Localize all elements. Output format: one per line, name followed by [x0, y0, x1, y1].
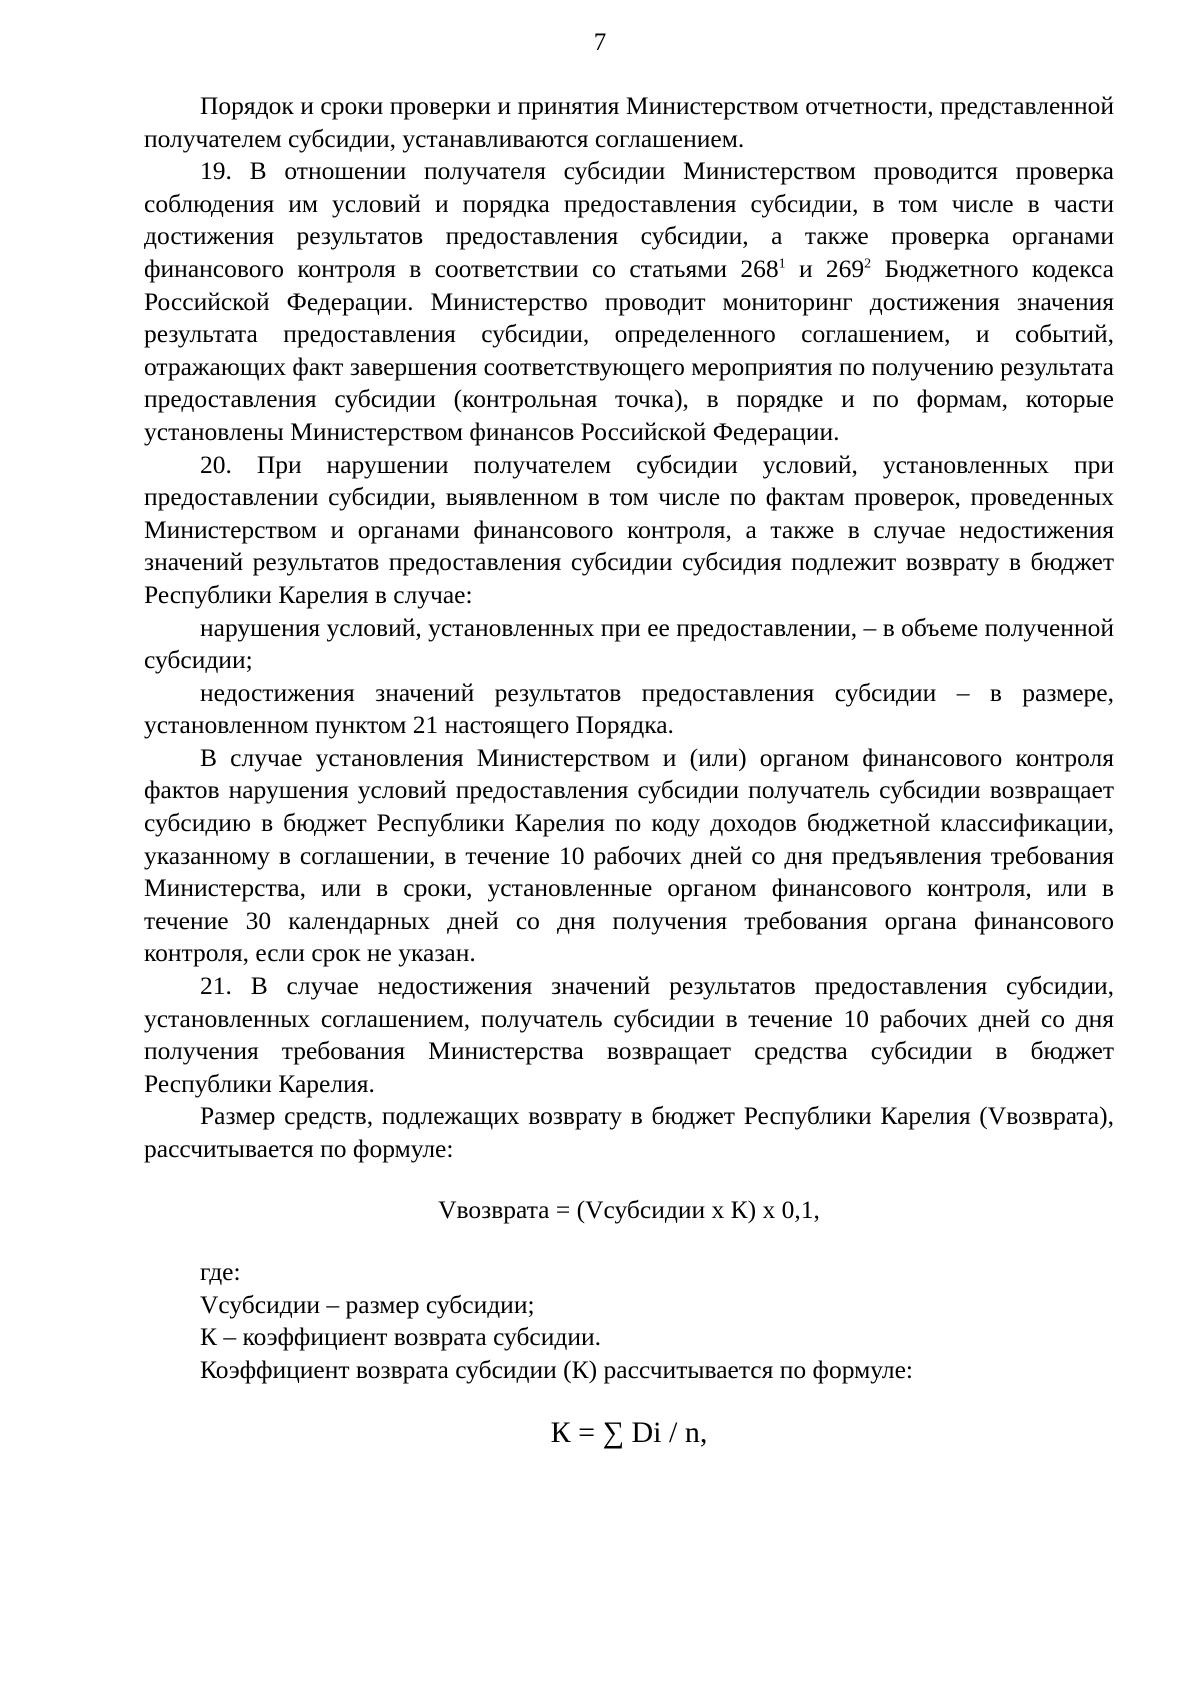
paragraph-19-part-b: и 269: [785, 253, 865, 283]
footnote-superscript-1: 1: [778, 256, 786, 272]
paragraph-reporting-terms: Порядок и сроки проверки и принятия Министерством отчетности, представленной получателем субсидии, устанавливаются соглашением.: [144, 91, 1114, 153]
paragraph-20-violation: 20. При нарушении получателем субсидии условий, установленных при предоставлении субсидии, выявленном в том числе по фактам проверок, проведенных Министерством и органами финансового контроля, а также в случае недостижения значений результатов предоставления субсидии субсидия подлежит возврату в бюджет Республики Карелия в случае:: [144, 449, 1114, 609]
paragraph-violation-conditions: нарушения условий, установленных при ее предоставлении, – в объеме полученной субсидии;: [144, 612, 1114, 675]
paragraph-coefficient-formula-intro: Коэффициент возврата субсидии (К) рассчитывается по формуле:: [200, 1354, 914, 1384]
paragraph-19-part-a: 19. В отношении получателя субсидии Министерством проводится проверка соблюдения им условий и порядка предоставления субсидии, в том числе в части достижения результатов предоставления субсидии, а также проверка органами финансового контроля в соответствии со статьями 268: [144, 156, 1114, 283]
formula-coefficient: К = ∑ Di / n,: [550, 1415, 708, 1449]
paragraph-19-verification: [144, 155, 1114, 448]
paragraph-21-non-achievement: 21. В случае недостижения значений результатов предоставления субсидии, установленных соглашением, получатель субсидии в течение 10 рабочих дней со дня получения требования Министерства возвращает средства субсидии в бюджет Республики Карелия.: [144, 971, 1114, 1098]
definition-v-subsidy: Vсубсидии – размер субсидии;: [200, 1289, 535, 1319]
formula-where-label: где:: [200, 1257, 241, 1287]
definition-k-coefficient: К – коэффициент возврата субсидии.: [200, 1322, 602, 1352]
document-body: [144, 90, 1114, 1451]
page-number: 7: [593, 29, 607, 56]
formula-return-amount: Vвозврата = (Vсубсидии х К) х 0,1,: [438, 1194, 820, 1224]
paragraph-return-procedure: В случае установления Министерством и (или) органом финансового контроля фактов нарушения условий предоставления субсидии получатель субсидии возвращает субсидию в бюджет Республики Карелия по коду доходов бюджетной классификации, указанному в соглашении, в течение 10 рабочих дней со дня предъявления требования Министерства, или в сроки, установленные органом финансового контроля, или в течение 30 календарных дней со дня получения требования органа финансового контроля, если срок не указан.: [144, 742, 1114, 968]
paragraph-non-achievement: недостижения значений результатов предоставления субсидии – в размере, установленном пунктом 21 настоящего Порядка.: [144, 677, 1114, 740]
paragraph-19-part-c: Бюджетного кодекса Российской Федерации. Министерство проводит мониторинг достижения значения результата предоставления субсидии, определенного соглашением, и событий, отражающих факт завершения соответствующего мероприятия по получению результата предоставления субсидии (контрольная точка), в порядке и по формам, которые установлены Министерством финансов Российской Федерации.: [144, 253, 1114, 446]
paragraph-return-amount: Размер средств, подлежащих возврату в бюджет Республики Карелия (Vвозврата), рассчитывается по формуле:: [144, 1101, 1114, 1163]
footnote-superscript-2: 2: [864, 256, 872, 272]
